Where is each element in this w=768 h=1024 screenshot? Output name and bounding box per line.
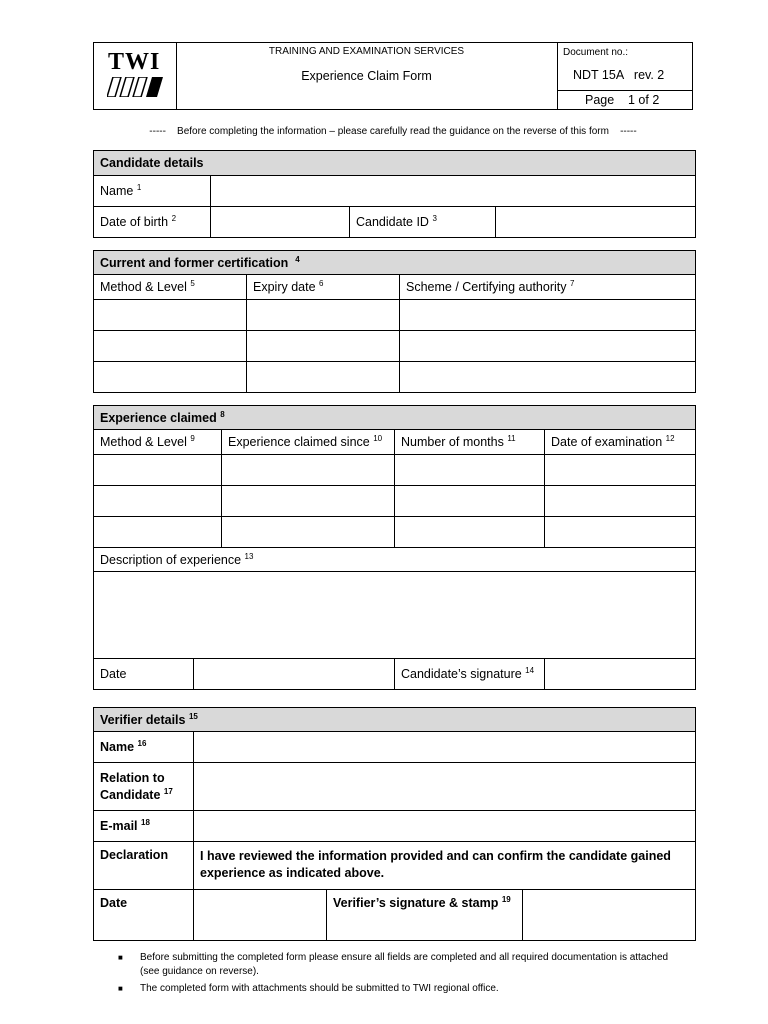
exp-col-method: Method & Level $^9$ — [94, 430, 222, 455]
page-value: 1 of 2 — [628, 93, 660, 107]
doc-no-label: Document no.: — [563, 47, 629, 58]
cert-cell[interactable] — [94, 331, 247, 362]
cert-col-expiry: Expiry date $^6$ — [247, 275, 400, 300]
cert-col-method: Method & Level $^5$ — [94, 275, 247, 300]
exp-cell[interactable] — [94, 517, 222, 548]
exp-col-exam-date: Date of examination $^{12}$ — [545, 430, 696, 455]
exp-date-field[interactable] — [194, 659, 395, 690]
form-title: Experience Claim Form — [301, 69, 432, 83]
dob-label: Date of birth $^2$ — [94, 207, 211, 238]
cert-cell[interactable] — [400, 300, 696, 331]
candidate-details-table — [93, 150, 696, 238]
cert-cell[interactable] — [247, 362, 400, 393]
name-field[interactable] — [211, 176, 696, 207]
email-field[interactable] — [194, 811, 696, 842]
description-field[interactable] — [94, 572, 696, 659]
certification-table — [93, 250, 696, 393]
verifier-name-field[interactable] — [194, 732, 696, 763]
candidate-id-field[interactable] — [496, 207, 696, 238]
experience-table — [93, 405, 696, 690]
title-cell — [176, 43, 558, 109]
relation-field[interactable] — [194, 763, 696, 811]
email-label: E-mail $^{18}$ — [94, 811, 194, 842]
candidate-details-heading: Candidate details — [94, 151, 696, 176]
exp-date-label: Date — [94, 659, 194, 690]
exp-cell[interactable] — [395, 486, 545, 517]
document-number-cell — [557, 43, 692, 109]
verifier-date-label: Date — [94, 890, 194, 941]
doc-no: NDT 15A rev. 2 — [573, 68, 665, 82]
candidate-id-label: Candidate ID $^3$ — [350, 207, 496, 238]
cert-cell[interactable] — [94, 362, 247, 393]
document-header — [93, 42, 693, 110]
footer-note: ■ The completed form with attachments should be submitted to TWI regional office. — [118, 983, 499, 994]
exp-cell[interactable] — [395, 455, 545, 486]
logo-text: TWI — [108, 49, 161, 75]
exp-cell[interactable] — [545, 486, 696, 517]
exp-cell[interactable] — [545, 517, 696, 548]
footer-notes — [118, 951, 678, 996]
verifier-table — [93, 707, 696, 941]
page-label: Page — [585, 93, 615, 107]
cert-col-scheme: Scheme / Certifying authority $^7$ — [400, 275, 696, 300]
exp-cell[interactable] — [94, 486, 222, 517]
candidate-signature-label: Candidate’s signature $^{14}$ — [395, 659, 545, 690]
verifier-name-label: Name $^{16}$ — [94, 732, 194, 763]
candidate-signature-field[interactable] — [545, 659, 696, 690]
description-label: Description of experience $^{13}$ — [94, 548, 696, 572]
verifier-date-field[interactable] — [194, 890, 327, 941]
cert-cell[interactable] — [247, 331, 400, 362]
exp-cell[interactable] — [222, 486, 395, 517]
exp-cell[interactable] — [545, 455, 696, 486]
cert-cell[interactable] — [247, 300, 400, 331]
notice-text: ----- Before completing the information – please carefully read the guidance on the reverse of this form ----- — [149, 126, 637, 137]
verifier-signature-field[interactable] — [523, 890, 696, 941]
cert-cell[interactable] — [400, 362, 696, 393]
certification-heading: Current and former certification $^4$ — [94, 251, 696, 275]
exp-cell[interactable] — [395, 517, 545, 548]
exp-cell[interactable] — [222, 517, 395, 548]
org-name: TRAINING AND EXAMINATION SERVICES — [268, 46, 465, 57]
verifier-heading: Verifier details $^{15}$ — [94, 708, 696, 732]
logo-stripes-icon — [107, 77, 163, 97]
footer-note: ■ Before submitting the completed form please ensure all fields are completed and all required documentation is attached (see guidance on reverse). — [118, 952, 669, 977]
exp-col-months: Number of months $^{11}$ — [395, 430, 545, 455]
relation-label: Relation to Candidate $^{17}$ — [94, 763, 194, 811]
name-label: Name $^1$ — [94, 176, 211, 207]
exp-cell[interactable] — [222, 455, 395, 486]
bullet-icon: ■ — [118, 953, 123, 962]
experience-heading: Experience claimed $^8$ — [94, 406, 696, 430]
twi-logo — [94, 43, 177, 109]
verifier-signature-label: Verifier’s signature & stamp $^{19}$ — [327, 890, 523, 941]
declaration-text: I have reviewed the information provided and can confirm the candidate gained experience as indicated above. — [194, 842, 696, 890]
declaration-label: Declaration — [94, 842, 194, 890]
dob-field[interactable] — [211, 207, 350, 238]
exp-cell[interactable] — [94, 455, 222, 486]
cert-cell[interactable] — [400, 331, 696, 362]
bullet-icon: ■ — [118, 984, 123, 993]
cert-cell[interactable] — [94, 300, 247, 331]
exp-col-since: Experience claimed since $^{10}$ — [222, 430, 395, 455]
